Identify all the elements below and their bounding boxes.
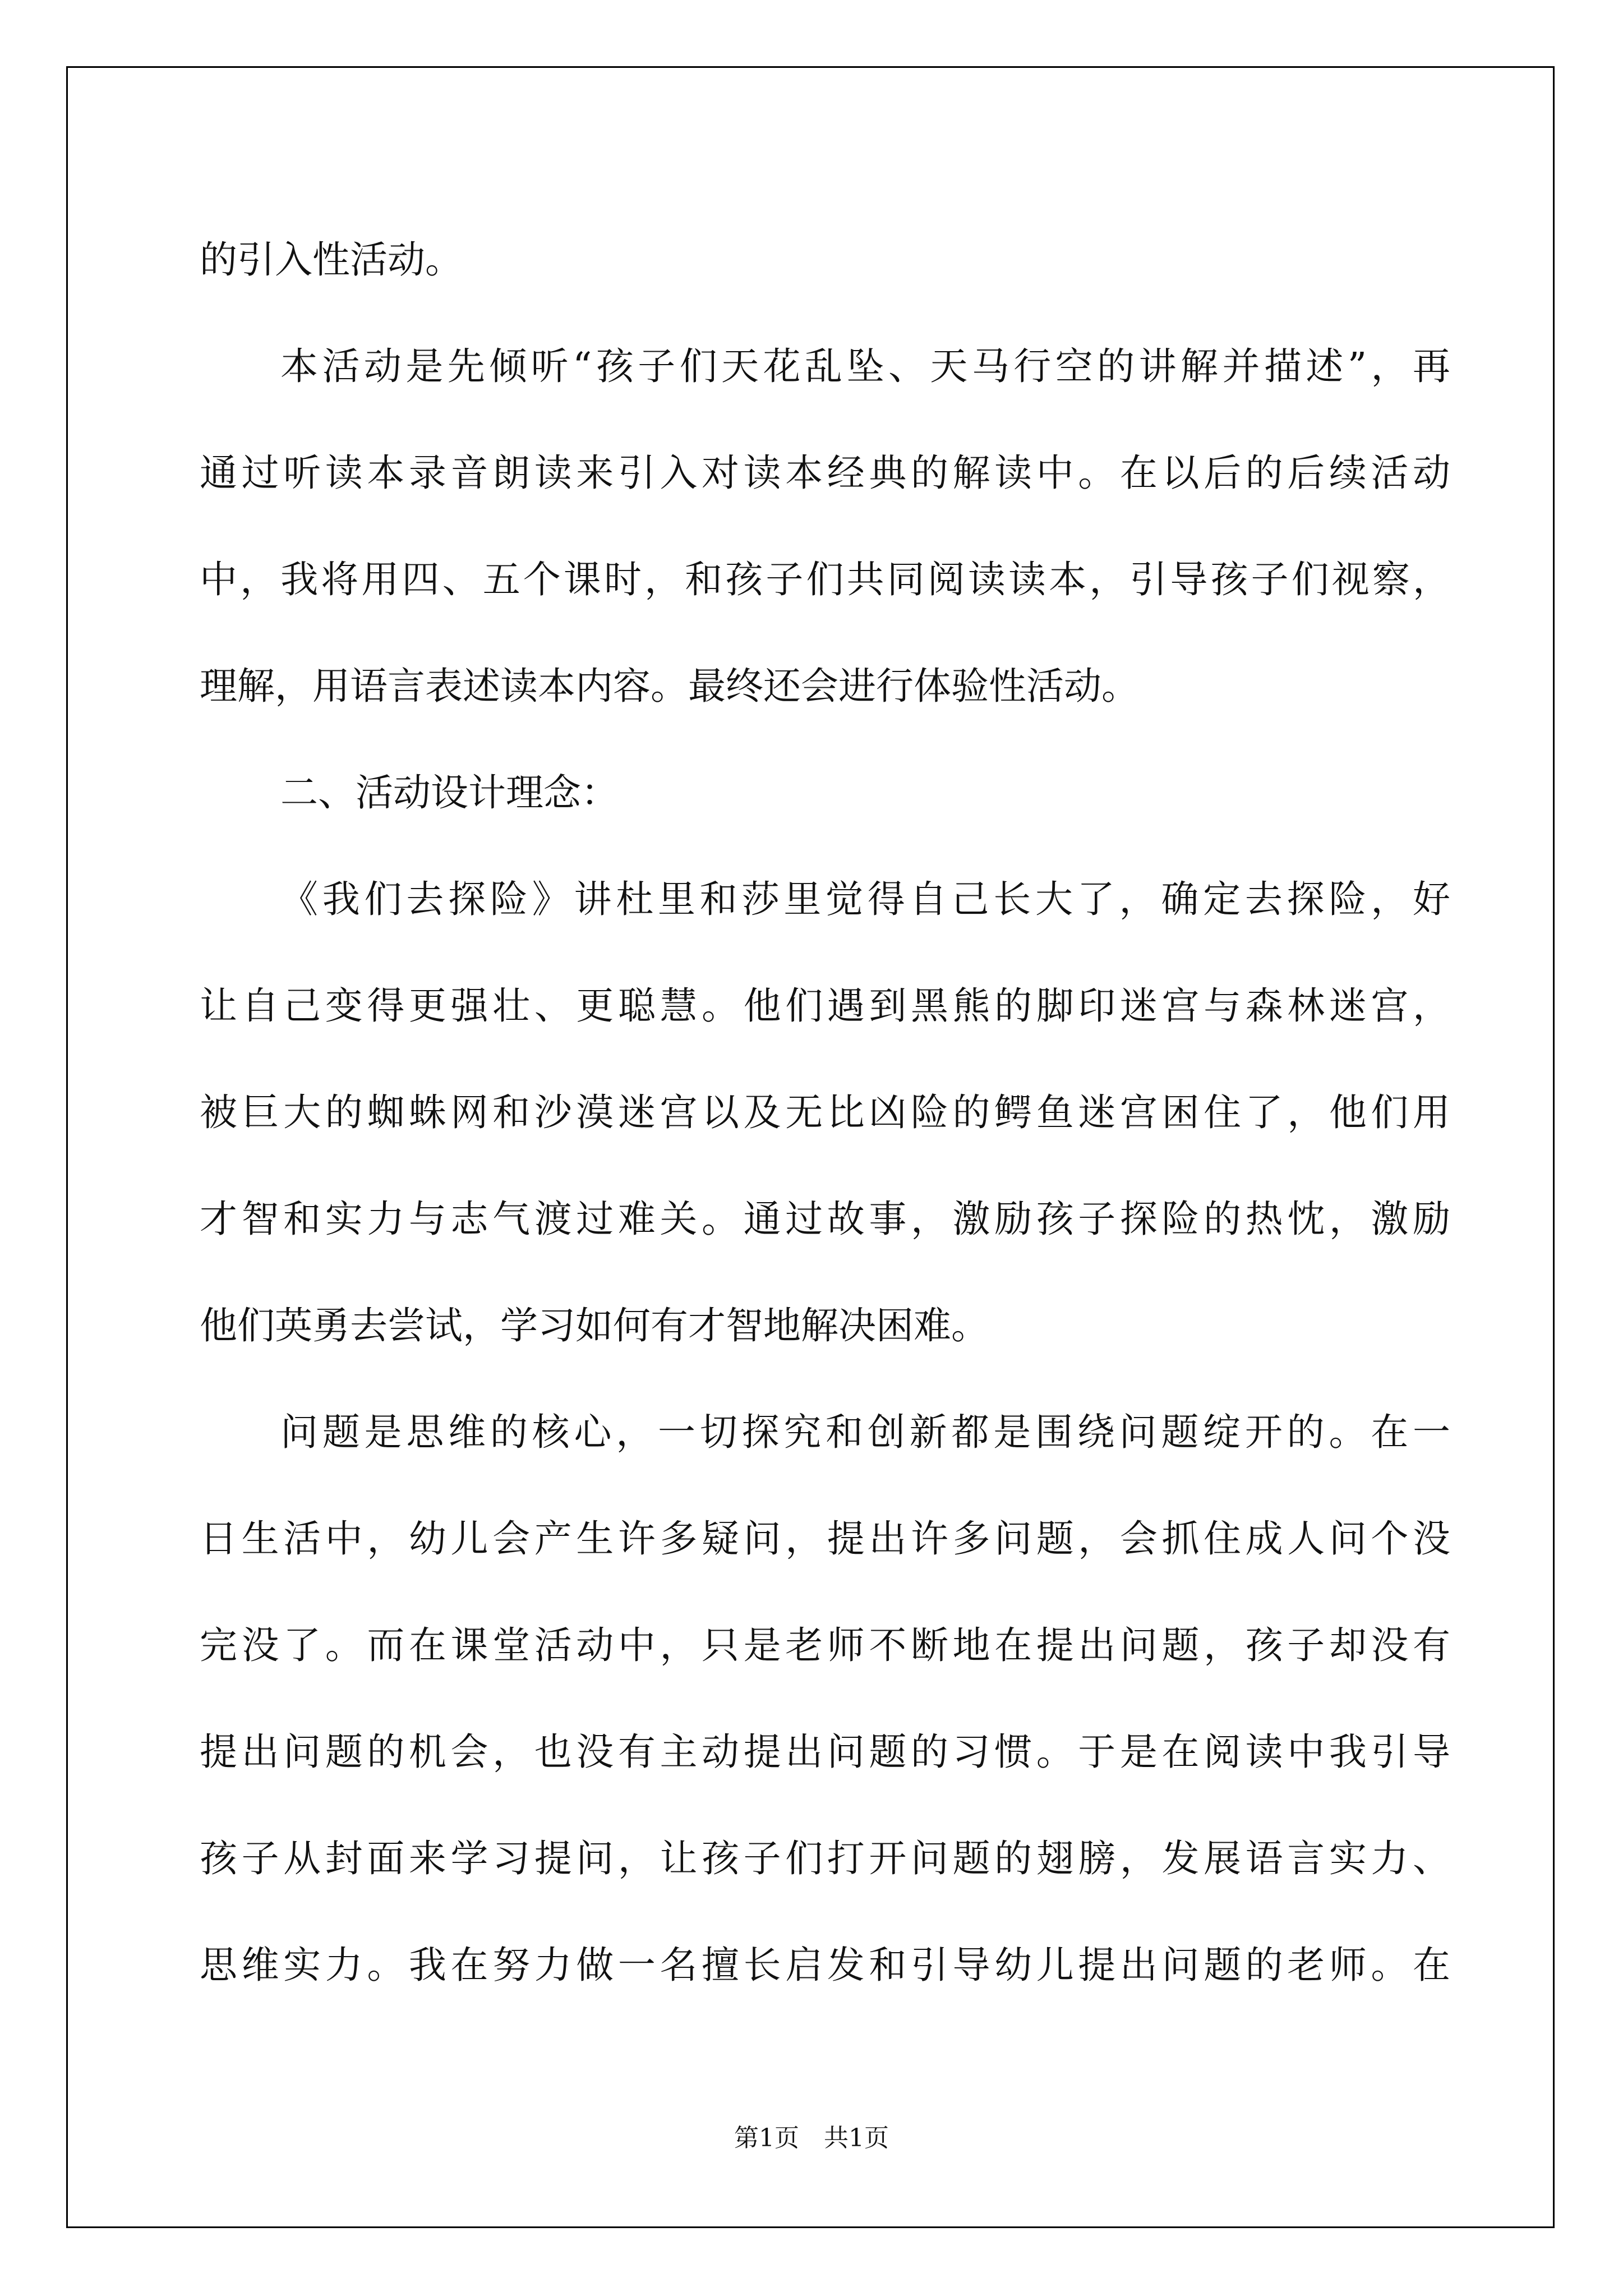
page-footer: 第1页 共1页 [734,2124,889,2152]
text-line: 本活动是先倾听“孩子们天花乱坠、天马行空的讲解并描述”，再 [280,344,1450,388]
text-line: 完没了。而在课堂活动中，只是老师不断地在提出问题，孩子却没有 [200,1623,1450,1667]
text-line: 日生活中，幼儿会产生许多疑问，提出许多问题，会抓住成人问个没 [200,1517,1450,1561]
section-heading: 二、活动设计理念： [280,771,619,815]
text-line: 的引入性活动。 [200,238,463,282]
text-line: 提出问题的机会，也没有主动提出问题的习惯。于是在阅读中我引导 [200,1730,1450,1774]
text-line: 通过听读本录音朗读来引入对读本经典的解读中。在以后的后续活动 [200,451,1450,495]
text-line: 《我们去探险》讲杜里和莎里觉得自己长大了，确定去探险，好 [280,877,1450,921]
text-line: 让自己变得更强壮、更聪慧。他们遇到黑熊的脚印迷宫与森林迷宫， [200,984,1450,1028]
text-line: 思维实力。我在努力做一名擅长启发和引导幼儿提出问题的老师。在 [200,1943,1450,1987]
text-line: 他们英勇去尝试，学习如何有才智地解决困难。 [200,1304,989,1347]
text-line: 问题是思维的核心，一切探究和创新都是围绕问题绽开的。在一 [280,1410,1450,1454]
text-line: 才智和实力与志气渡过难关。通过故事，激励孩子探险的热忱，激励 [200,1197,1450,1241]
document-body [200,206,1450,2018]
text-line: 孩子从封面来学习提问，让孩子们打开问题的翅膀，发展语言实力、 [200,1837,1450,1880]
text-line: 中，我将用四、五个课时，和孩子们共同阅读读本，引导孩子们视察， [200,558,1450,601]
text-line: 被巨大的蜘蛛网和沙漠迷宫以及无比凶险的鳄鱼迷宫困住了，他们用 [200,1091,1450,1134]
text-line: 理解，用语言表述读本内容。最终还会进行体验性活动。 [200,664,1139,708]
